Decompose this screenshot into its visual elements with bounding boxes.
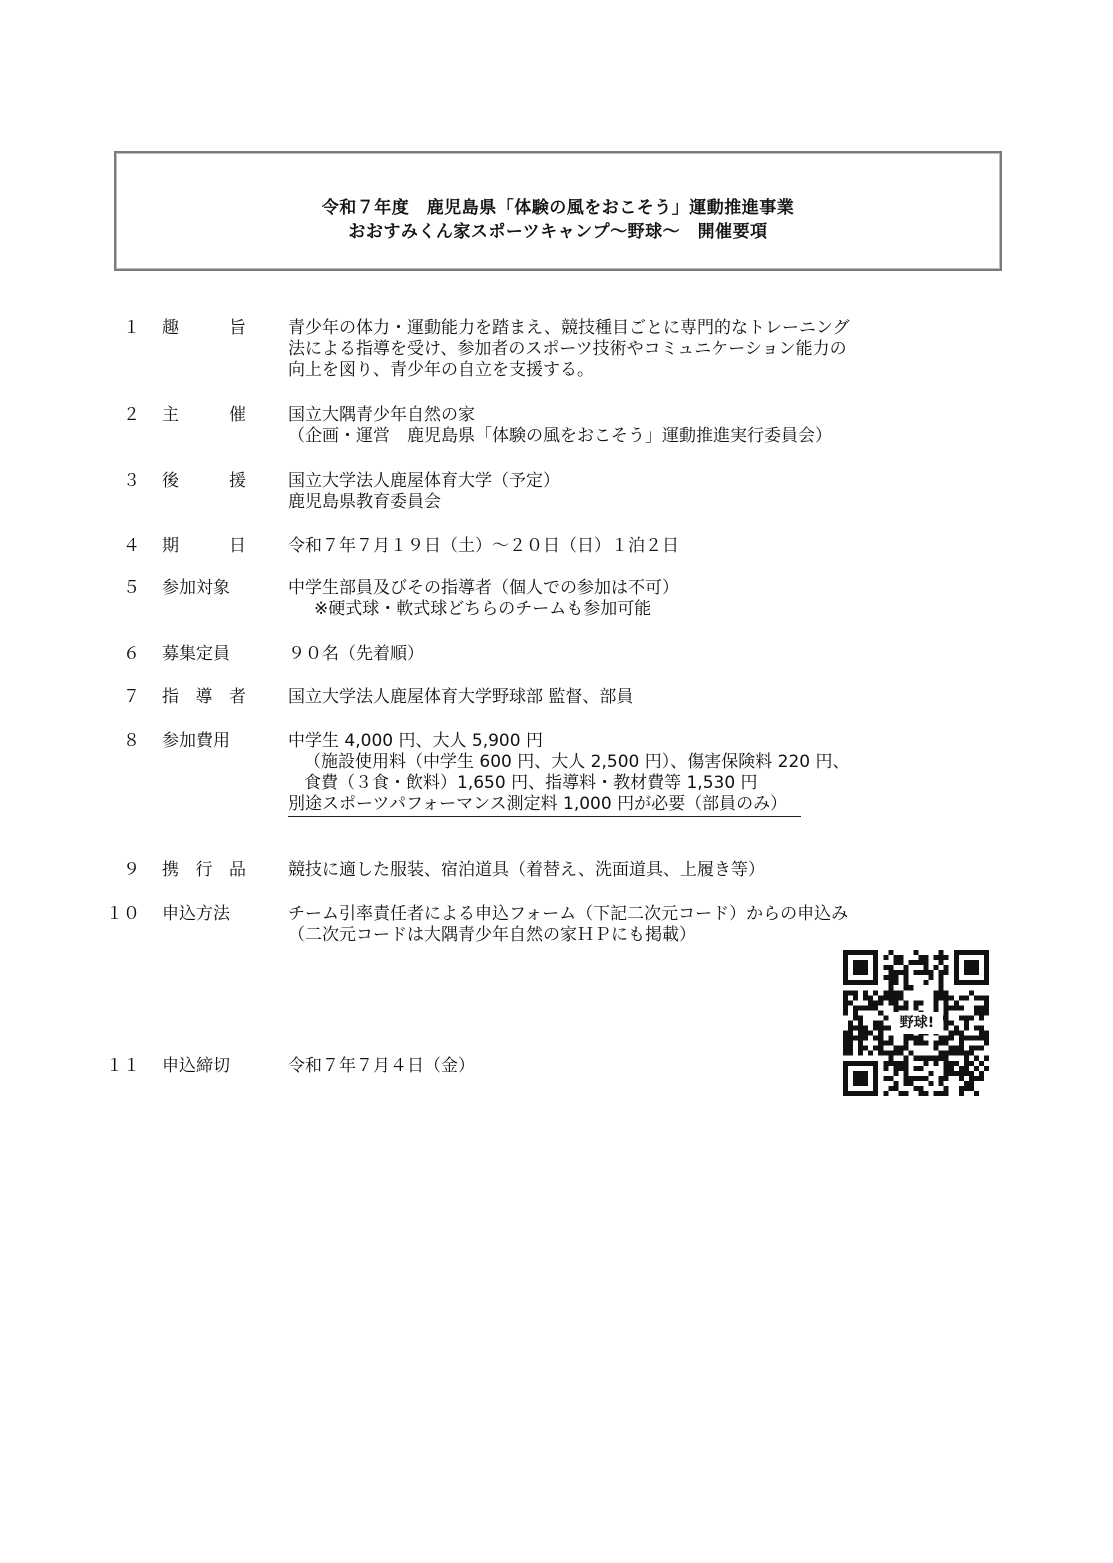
item-body	[288, 731, 1003, 817]
body-line: 食費（３食・飲料）1,650 円、指導料・教材費等 1,530 円	[304, 773, 758, 793]
body-line: ※硬式球・軟式球どちらのチームも参加可能	[314, 599, 652, 619]
item-label: 参加対象	[162, 578, 230, 598]
body-line: （二次元コードは大隅青少年自然の家ＨＰにも掲載）	[288, 925, 696, 945]
body-line: 国立大学法人鹿屋体育大学野球部 監督、部員	[288, 687, 634, 707]
item-label: 後援	[162, 471, 246, 491]
item-label: 携行品	[162, 860, 246, 880]
item-label: 趣旨	[162, 318, 246, 338]
body-line: 鹿児島県教育委員会	[288, 492, 441, 512]
qr-code-label: 野球!	[891, 1012, 943, 1034]
item-label: 主催	[162, 405, 246, 425]
body-line: 青少年の体力・運動能力を踏まえ、競技種目ごとに専門的なトレーニング	[288, 318, 850, 338]
item-label: 申込締切	[162, 1056, 230, 1076]
item-label: 参加費用	[162, 731, 230, 751]
body-line: 国立大隅青少年自然の家	[288, 405, 475, 425]
body-line-underlined: 別途スポーツパフォーマンス測定料 1,000 円が必要（部員のみ）	[288, 794, 801, 817]
item-number: ２	[123, 405, 140, 425]
item-number: ４	[123, 536, 140, 556]
item-number: ３	[123, 471, 140, 491]
item-label: 期日	[162, 536, 246, 556]
item-body	[288, 687, 1003, 708]
body-line: （企画・運営 鹿児島県「体験の風をおこそう」運動推進実行委員会）	[288, 426, 832, 446]
title-box	[114, 151, 1002, 271]
document-title-line-2: おおすみくん家スポーツキャンプ～野球～ 開催要項	[348, 222, 768, 242]
item-body	[288, 860, 1003, 881]
item-number: ９	[123, 860, 140, 880]
item-number: １	[123, 318, 140, 338]
body-line: 中学生部員及びその指導者（個人での参加は不可）	[288, 578, 679, 598]
item-number: １０	[106, 904, 140, 924]
document-title-line-1: 令和７年度 鹿児島県「体験の風をおこそう」運動推進事業	[321, 198, 795, 218]
body-line: 向上を図り、青少年の自立を支援する。	[288, 360, 594, 380]
item-body	[288, 644, 1003, 665]
item-body	[288, 536, 1003, 557]
item-body	[288, 405, 1003, 447]
item-number: ８	[123, 731, 140, 751]
item-label: 募集定員	[162, 644, 230, 664]
body-line: 国立大学法人鹿屋体育大学（予定）	[288, 471, 560, 491]
body-line: 法による指導を受け、参加者のスポーツ技術やコミュニケーション能力の	[288, 339, 847, 359]
body-line: ９０名（先着順）	[288, 644, 424, 664]
item-number: ５	[123, 578, 140, 598]
item-body	[288, 904, 1003, 946]
item-number: ６	[123, 644, 140, 664]
body-line: 令和７年７月１９日（土）～２０日（日）１泊２日	[288, 536, 679, 556]
item-body	[288, 318, 1003, 381]
item-number: １１	[106, 1056, 140, 1076]
item-body	[288, 471, 1003, 513]
item-label: 申込方法	[162, 904, 230, 924]
body-line: （施設使用料（中学生 600 円、大人 2,500 円）、傷害保険料 220 円、	[304, 752, 850, 772]
item-number: ７	[123, 687, 140, 707]
body-line: チーム引率責任者による申込フォーム（下記二次元コード）からの申込み	[288, 904, 849, 924]
body-line: 競技に適した服装、宿泊道具（着替え、洗面道具、上履き等）	[288, 860, 766, 880]
item-body	[288, 578, 1003, 620]
qr-code[interactable]	[843, 950, 989, 1096]
item-label: 指導者	[162, 687, 246, 707]
body-line: 令和７年７月４日（金）	[288, 1056, 475, 1076]
body-line: 中学生 4,000 円、大人 5,900 円	[288, 731, 543, 751]
